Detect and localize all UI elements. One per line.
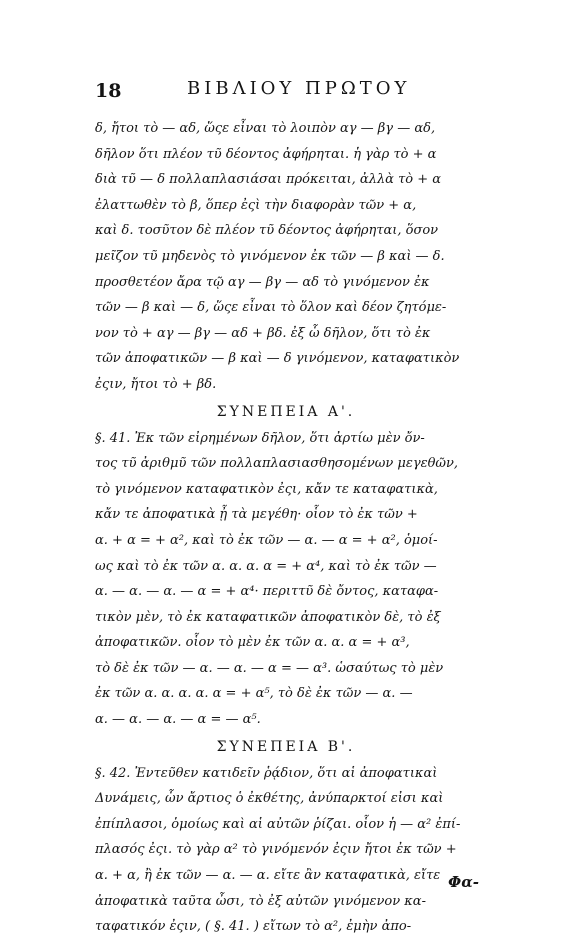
- text-line: μεῖζον τῦ μηδενὸς τὸ γινόμενον ἐκ τῶν — β καὶ — δ.: [95, 248, 445, 264]
- body-text: [95, 116, 477, 940]
- text-line: νον τὸ + αγ — βγ — αδ + βδ. ἐξ ὧ δῆλον, ὅτι τὸ ἐκ: [95, 325, 431, 341]
- text-line: ἀποφατικῶν. οἷον τὸ μὲν ἐκ τῶν α. α. α = + α³,: [95, 635, 410, 651]
- page-header: [95, 78, 425, 108]
- page-number: 18: [95, 80, 122, 102]
- text-line: τὸ γινόμενον καταφατικὸν ἐςι, κἄν τε καταφατικὰ,: [95, 481, 438, 497]
- text-line: τῶν ἀποφατικῶν — β καὶ — δ γινόμενον, καταφατικὸν: [95, 351, 460, 367]
- text-line: δ, ἤτοι τὸ — αδ, ὥςε εἶναι τὸ λοιπὸν αγ — βγ — αδ,: [95, 121, 436, 136]
- text-line: §. 41. Ἐκ τῶν εἰρημένων δῆλον, ὅτι ἀρτίω μὲν ὄν-: [95, 430, 425, 446]
- text-line: τικὸν μὲν, τὸ ἐκ καταφατικῶν ἀποφατικὸν δὲ, τὸ ἐξ: [95, 609, 441, 625]
- catchword: Φα-: [448, 873, 479, 891]
- section-heading-b: ΣΥΝΕΠΕΙΑ Β'.: [216, 738, 356, 755]
- text-line: α. + α, ἢ ἐκ τῶν — α. — α. εἴτε ἂν καταφατικὰ, εἴτε: [95, 868, 441, 884]
- text-line: δῆλον ὅτι πλέον τῦ δέοντος ἀφήρηται. ἡ γὰρ τὸ + α: [95, 146, 437, 162]
- text-line: τος τῦ ἀριθμῦ τῶν πολλαπλασιασθησομένων μεγεθῶν,: [95, 456, 459, 472]
- text-line: ως καὶ τὸ ἐκ τῶν α. α. α. α = + α⁴, καὶ τὸ ἐκ τῶν —: [95, 558, 437, 574]
- text-line: προσθετέον ἄρα τῷ αγ — βγ — αδ τὸ γινόμενον ἐκ: [95, 274, 430, 290]
- text-line: κἄν τε ἀποφατικὰ ᾖ τὰ μεγέθη· οἷον τὸ ἐκ τῶν +: [95, 507, 418, 523]
- text-line: πλασός ἐςι. τὸ γὰρ α² τὸ γινόμενόν ἐςιν ἤτοι ἐκ τῶν +: [95, 842, 457, 858]
- text-line: α. + α = + α², καὶ τὸ ἐκ τῶν — α. — α = + α², ὁμοί-: [95, 532, 438, 548]
- text-line: ἀποφατικὰ ταῦτα ὦσι, τὸ ἐξ αὐτῶν γινόμενον κα-: [95, 893, 426, 909]
- text-line: α. — α. — α. — α = — α⁵.: [95, 712, 261, 728]
- text-line: ταφατικόν ἐςιν, ( §. 41. ) εἴτων τὸ α², ἐμὴν ἀπο-: [95, 919, 412, 935]
- text-line: §. 42. Ἐντεῦθεν κατιδεῖν ῥᾴδιον, ὅτι αἱ ἀποφατικαὶ: [95, 765, 438, 781]
- text-line: Δυνάμεις, ὧν ἄρτιος ὁ ἐκθέτης, ἀνύπαρκτοί εἰσι καὶ: [95, 791, 444, 807]
- text-line: ἐςιν, ἤτοι τὸ + βδ.: [95, 376, 217, 392]
- text-line: καὶ δ. τοσῦτον δὲ πλέον τῦ δέοντος ἀφήρηται, ὅσον: [95, 223, 439, 239]
- text-line: ἐπίπλασοι, ὁμοίως καὶ αἱ αὐτῶν ῥίζαι. οἷον ἡ — α² ἐπί-: [95, 816, 461, 832]
- text-line: τῶν — β καὶ — δ, ὥςε εἶναι τὸ ὅλον καὶ δέον ζητόμε-: [95, 300, 447, 316]
- text-line: ἐκ τῶν α. α. α. α. α = + α⁵, τὸ δὲ ἐκ τῶν — α. —: [95, 686, 413, 702]
- text-line: τὸ δὲ ἐκ τῶν — α. — α. — α = — α³. ὡσαύτως τὸ μὲν: [95, 660, 444, 676]
- text-line: διὰ τῦ — δ πολλαπλασιάσαι πρόκειται, ἀλλὰ τὸ + α: [95, 172, 442, 188]
- text-line: ἐλαττωθὲν τὸ β, ὅπερ ἐςὶ τὴν διαφορὰν τῶν + α,: [95, 197, 417, 213]
- section-heading-a: ΣΥΝΕΠΕΙΑ Α'.: [216, 403, 356, 420]
- running-head: ΒΙΒΛΙΟΥ ΠΡΩΤΟΥ: [187, 78, 411, 99]
- text-line: α. — α. — α. — α = + α⁴· περιττῦ δὲ ὄντος, καταφα-: [95, 584, 439, 600]
